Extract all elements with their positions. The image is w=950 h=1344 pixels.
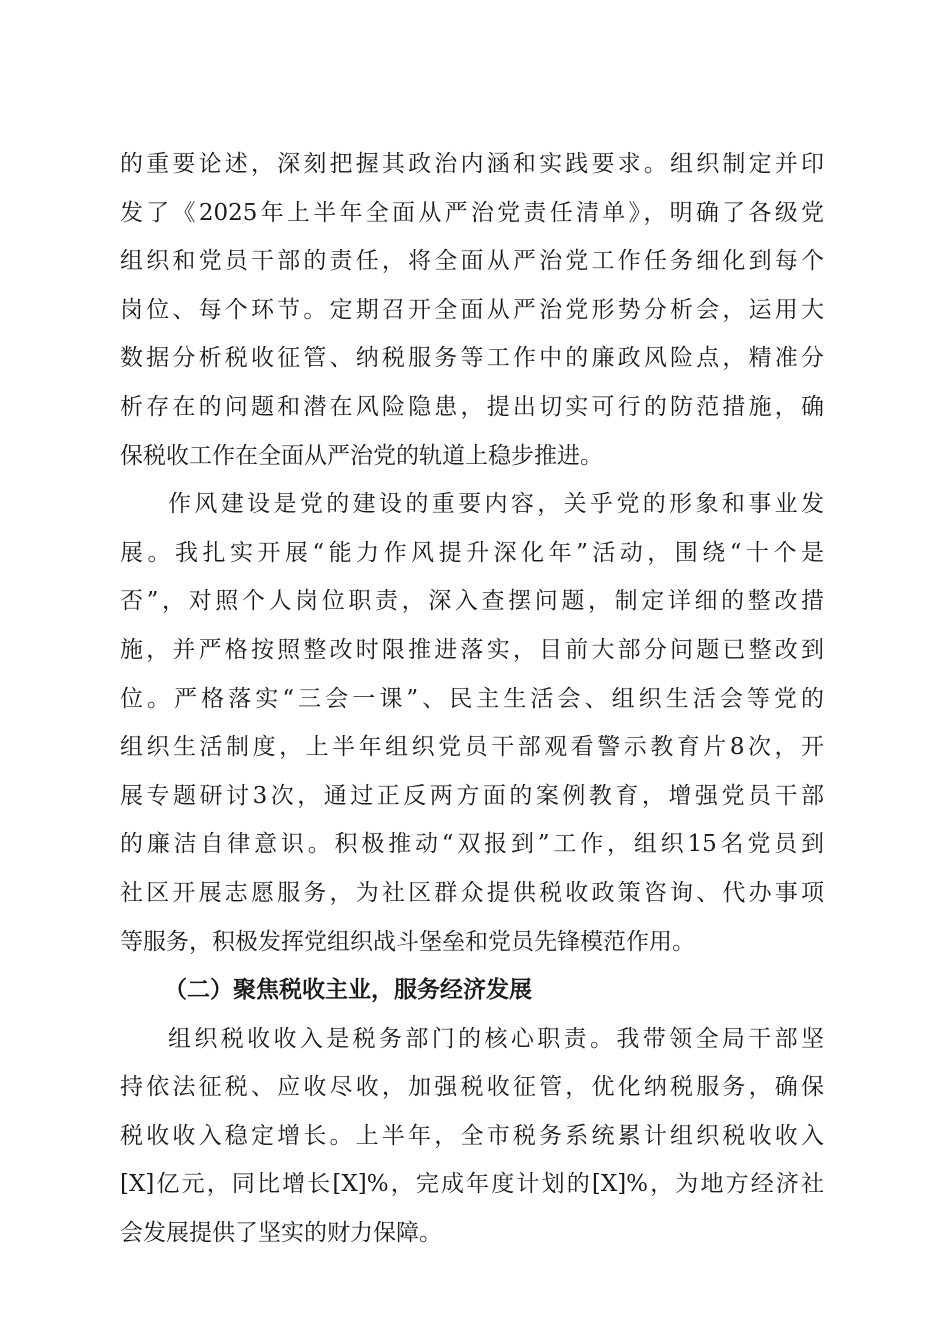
text-line: 展。我扎实开展“能力作风提升深化年”活动，围绕“十个是 — [120, 539, 824, 566]
paragraph-2 — [120, 480, 824, 966]
text-line: 组织税收收入是税务部门的核心职责。我带领全局干部坚 — [168, 1025, 824, 1052]
text-line: 会发展提供了坚实的财力保障。 — [120, 1220, 442, 1247]
text-line: 发了《2025年上半年全面从严治党责任清单》，明确了各级党 — [120, 199, 824, 226]
text-line: 否”，对照个人岗位职责，深入查摆问题，制定详细的整改措 — [120, 588, 824, 615]
text-line: 等服务，积极发挥党组织战斗堡垒和党员先锋模范作用。 — [120, 928, 695, 955]
text-line: [X]亿元，同比增长[X]%，完成年度计划的[X]%，为地方经济社 — [120, 1171, 824, 1198]
text-line: 施，并严格按照整改时限推进落实，目前大部分问题已整改到 — [120, 636, 824, 663]
text-line: 展专题研讨3次，通过正反两方面的案例教育，增强党员干部 — [120, 782, 824, 809]
paragraph-1 — [120, 140, 824, 480]
text-line: 税收收入稳定增长。上半年，全市税务系统累计组织税收收入 — [120, 1122, 824, 1149]
text-line: 的廉洁自律意识。积极推动“双报到”工作，组织15名党员到 — [120, 831, 824, 858]
text-line: 位。严格落实“三会一课”、民主生活会、组织生活会等党的 — [120, 685, 824, 712]
text-line: 的重要论述，深刻把握其政治内涵和实践要求。组织制定并印 — [120, 151, 824, 177]
text-line: 数据分析税收征管、纳税服务等工作中的廉政风险点，精准分 — [120, 345, 824, 372]
text-line: 持依法征税、应收尽收，加强税收征管，优化纳税服务，确保 — [120, 1074, 824, 1101]
text-line: 社区开展志愿服务，为社区群众提供税收政策咨询、代办事项 — [120, 879, 824, 906]
text-line: 作风建设是党的建设的重要内容，关乎党的形象和事业发 — [168, 491, 824, 518]
text-line: 组织和党员干部的责任，将全面从严治党工作任务细化到每个 — [120, 248, 824, 275]
document-page — [120, 140, 824, 1258]
text-line: 析存在的问题和潜在风险隐患，提出切实可行的防范措施，确 — [120, 393, 824, 420]
text-line: 岗位、每个环节。定期召开全面从严治党形势分析会，运用大 — [120, 296, 824, 323]
section-heading: （二）聚焦税收主业，服务经济发展 — [164, 976, 532, 1004]
text-line: 保税收工作在全面从严治党的轨道上稳步推进。 — [120, 442, 603, 469]
paragraph-3 — [120, 1015, 824, 1258]
text-line: 组织生活制度，上半年组织党员干部观看警示教育片8次，开 — [120, 734, 824, 761]
